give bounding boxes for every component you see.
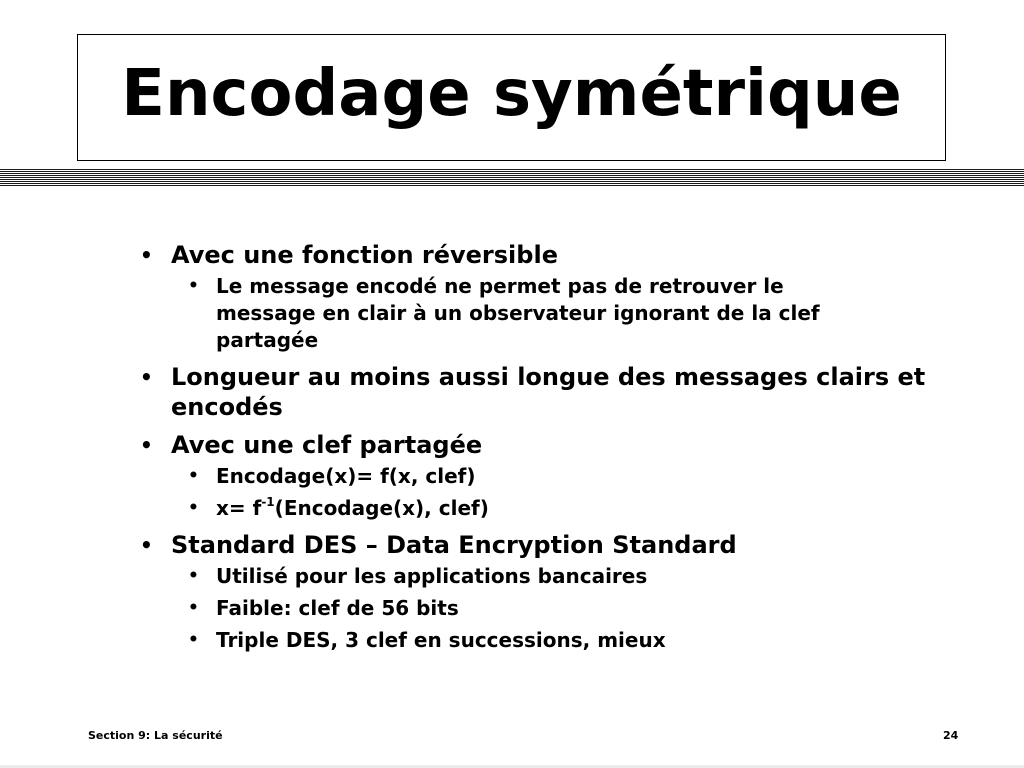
sub-bullet-text: Le message encodé ne permet pas de retrouver le message en clair à un observateur ignorant de la clef partagée: [216, 274, 820, 352]
sub-bullet-item: [140, 563, 876, 590]
sub-bullet-item: [140, 595, 876, 622]
bullet-glyph: •: [188, 566, 199, 586]
sub-bullet-item: [140, 463, 876, 490]
footer-section-label: Section 9: La sécurité: [88, 729, 223, 742]
bullet-glyph: •: [188, 276, 199, 296]
bullet-glyph: •: [188, 498, 199, 518]
bullet-glyph: •: [140, 533, 153, 557]
bullet-item: [140, 430, 940, 460]
sub-bullet-item: [140, 273, 876, 354]
bullet-glyph: •: [188, 630, 199, 650]
bullet-text: Avec une fonction réversible: [171, 241, 558, 269]
bullet-glyph: •: [140, 433, 153, 457]
slide-title: Encodage symétrique: [121, 56, 902, 131]
bullet-item: [140, 530, 940, 560]
page-number: 24: [943, 729, 959, 742]
formula-prefix: x= f: [216, 496, 262, 520]
sub-bullet-text: Triple DES, 3 clef en successions, mieux: [216, 628, 666, 652]
formula-suffix: (Encodage(x), clef): [274, 496, 489, 520]
title-box: [77, 34, 946, 161]
header-divider: [0, 169, 1024, 186]
bullet-glyph: •: [140, 365, 153, 389]
sub-bullet-text: Faible: clef de 56 bits: [216, 596, 459, 620]
bullet-list: [140, 240, 940, 654]
formula-superscript: -1: [261, 495, 275, 509]
bullet-glyph: •: [188, 466, 199, 486]
bullet-text: Avec une clef partagée: [171, 431, 483, 459]
bullet-glyph: •: [188, 598, 199, 618]
bullet-text: Longueur au moins aussi longue des messages clairs et encodés: [171, 363, 926, 421]
sub-bullet-text: Utilisé pour les applications bancaires: [216, 564, 648, 588]
sub-bullet-text: Encodage(x)= f(x, clef): [216, 464, 476, 488]
sub-bullet-item: [140, 627, 876, 654]
bullet-text: Standard DES – Data Encryption Standard: [171, 531, 737, 559]
bullet-item: [140, 362, 940, 422]
bullet-glyph: •: [140, 243, 153, 267]
sub-bullet-item: [140, 495, 876, 522]
bullet-item: [140, 240, 940, 270]
